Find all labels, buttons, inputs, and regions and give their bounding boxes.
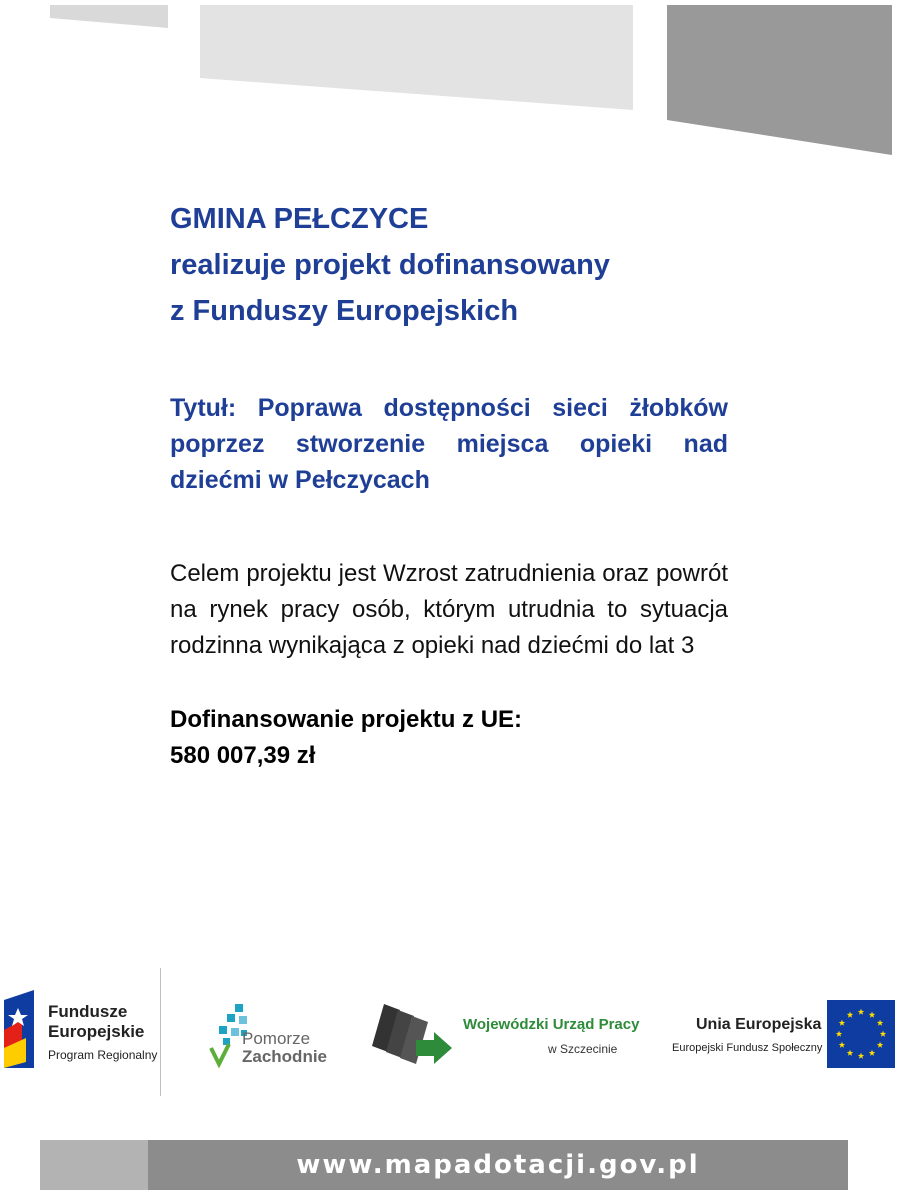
heading-line-3: z Funduszy Europejskich: [170, 295, 519, 327]
funding-label: Dofinansowanie projektu z UE:: [170, 706, 523, 733]
logos-row: [0, 960, 900, 1100]
wup-logo-icon: [372, 1000, 454, 1066]
pomorze-logo-text: [242, 1030, 327, 1066]
header-decoration: [0, 0, 900, 160]
project-description: Celem projektu jest Wzrost zatrudnienia oraz powrót na rynek pracy osób, którym utrudnia to sytuacja rodzinna wynikająca z opieki nad dziećmi do lat 3: [170, 560, 728, 659]
project-title: Tytuł: Poprawa dostępności sieci żłobków poprzez stworzenie miejsca opieki nad dziećmi w Pełczycach: [170, 394, 728, 494]
pomorze-line-2: Zachodnie: [242, 1047, 328, 1066]
eu-flag-icon: [827, 1000, 895, 1068]
logos-divider: [160, 968, 161, 1096]
funding-block: [170, 702, 728, 774]
footer-url[interactable]: www.mapadotacji.gov.pl: [296, 1150, 700, 1180]
fe-line-2: Europejskie: [48, 1022, 145, 1041]
fe-line-3: Program Regionalny: [48, 1048, 158, 1062]
fe-logo-text: [48, 1002, 144, 1042]
wup-line-2: w Szczecinie: [548, 1042, 618, 1056]
ue-line-1: Unia Europejska: [696, 1016, 822, 1033]
pomorze-line-1: Pomorze: [242, 1029, 311, 1048]
funding-amount: 580 007,39 zł: [170, 742, 316, 769]
main-content: [170, 196, 728, 774]
footer-bar: [40, 1140, 848, 1190]
footer-light-segment: [40, 1140, 148, 1190]
heading-line-2: realizuje projekt dofinansowany: [170, 249, 610, 281]
ue-line-2: Europejski Fundusz Społeczny: [672, 1042, 823, 1054]
fe-line-1: Fundusze: [48, 1002, 128, 1021]
page-heading: [170, 196, 728, 334]
fundusze-europejskie-logo-icon: [4, 990, 38, 1068]
wup-line-1: Wojewódzki Urząd Pracy: [463, 1016, 640, 1033]
heading-line-1: GMINA PEŁCZYCE: [170, 203, 429, 235]
